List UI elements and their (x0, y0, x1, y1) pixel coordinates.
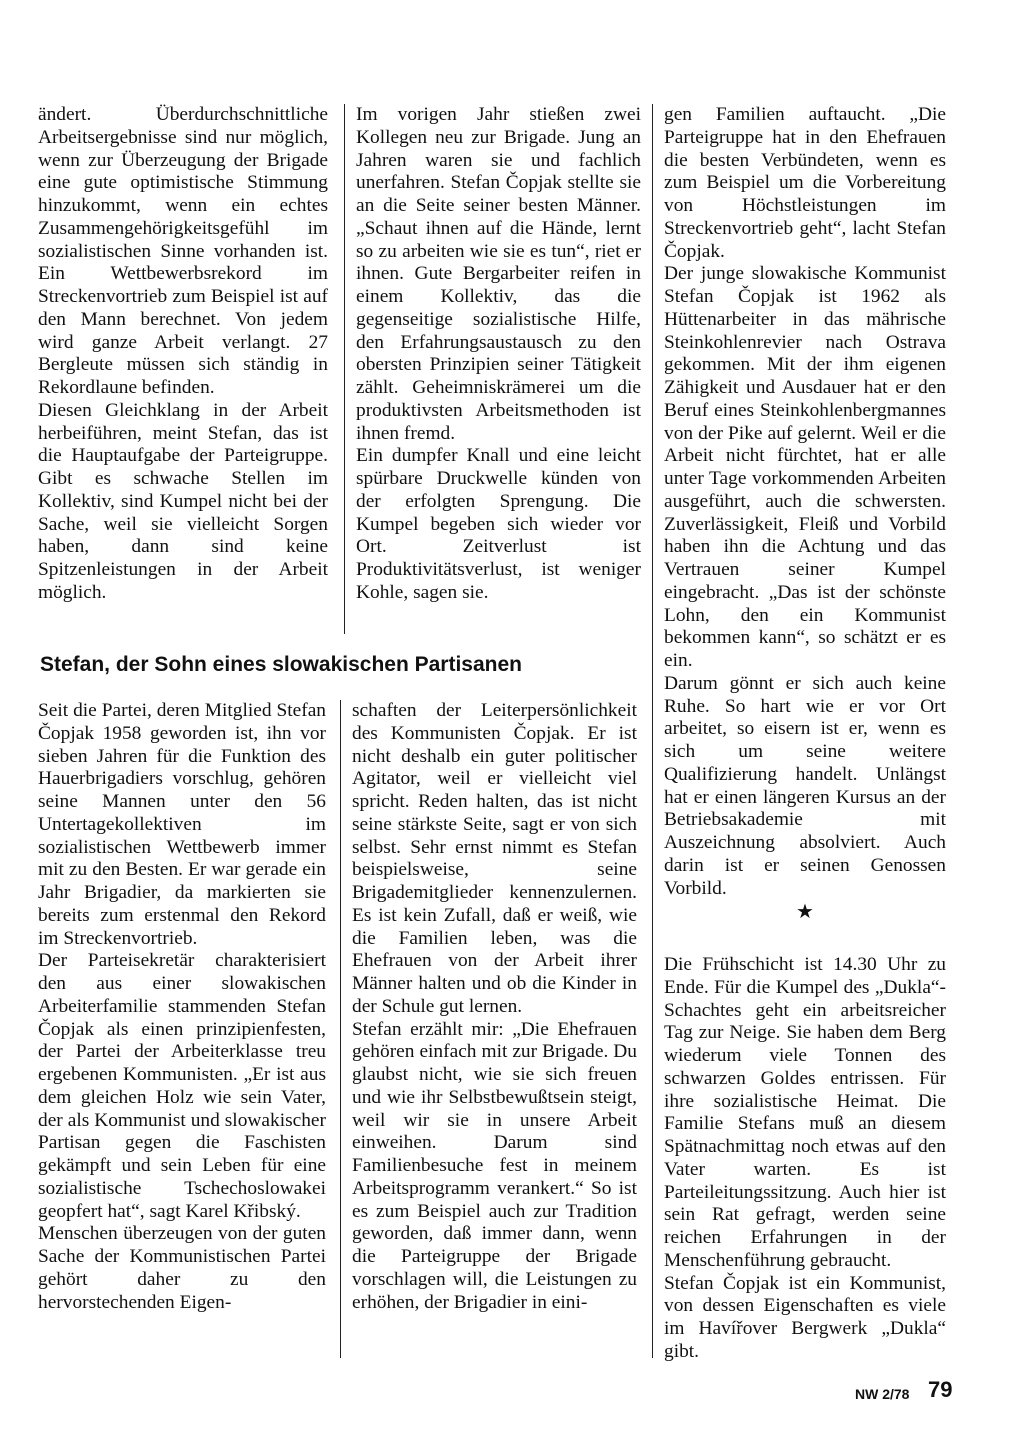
paragraph: Die Frühschicht ist 14.30 Uhr zu Ende. Für die Kumpel des „Dukla“-Schachtes geht ein arbeitsreicher Tag zur Neige. Sie haben dem Berg wiederum viele Tonnen des schwarzen Goldes entrissen. Für ihre sozialistische Heimat. Die Familie Stefans muß an diesem Spätnachmittag noch etwas auf den Vater warten. Es ist Parteileitungssitzung. Auch hier ist sein Rat gefragt, werden seine reichen Erfahrungen in der Menschenführung gebraucht. (664, 954, 946, 1271)
column-2-top (356, 104, 641, 605)
paragraph: Der junge slowakische Kommunist Stefan Čopjak ist 1962 als Hüttenarbeiter in das mährische Steinkohlenrevier nach Ostrava gekommen. Mit der ihm eigenen Zähigkeit und Ausdauer hat er den Beruf eines Steinkohlenbergmannes von der Pike auf gelernt. Weil er die Arbeit nicht fürchtet, hat er alle unter Tage vorkommenden Arbeiten ausgeführt, auch die schwersten. Zuverlässigkeit, Fleiß und Vorbild haben ihn die Achtung und das Vertrauen seiner Kumpel eingebracht. „Das ist der schönste Lohn, den ein Kommunist bekommen kann“, so schätzt er es ein. (664, 263, 946, 671)
section-heading: Stefan, der Sohn eines slowakischen Partisanen (40, 653, 522, 676)
paragraph: Im vorigen Jahr stießen zwei Kollegen neu zur Brigade. Jung an Jahren waren sie und fachlich unerfahren. Stefan Čopjak stellte sie an die Seite seiner besten Männer. „Schaut ihnen auf die Hände, lernt so zu arbeiten wie sie es tun“, riet er ihnen. Gute Bergarbeiter reifen in einem Kollektiv, das die gegenseitige sozialistische Hilfe, den Erfahrungsaustausch zu den obersten Prinzipien seiner Tätigkeit zählt. Geheimniskrämerei um die produktivsten Arbeitsmethoden ist ihnen fremd. (356, 104, 641, 444)
paragraph: Stefan erzählt mir: „Die Ehefrauen gehören einfach mit zur Brigade. Du glaubst nicht, wie sie sich freuen und wie ihr Selbstbewußtsein steigt, weil wir sie in unsere Arbeit einweihen. Darum sind Familienbesuche fest in meinem Arbeitsprogramm verankert.“ So ist es zum Beispiel auch zur Tradition geworden, daß immer dann, wenn die Parteigruppe der Brigade vorschlagen will, die Leistungen zu erhöhen, der Brigadier in eini- (352, 1018, 637, 1313)
paragraph: Darum gönnt er sich auch keine Ruhe. So hart wie er vor Ort arbeitet, so eisern ist er, wenn es sich um seine weitere Qualifizierung handelt. Unlängst hat er einen längeren Kursus an der Betriebsakademie mit Auszeichnung absolviert. Auch darin ist er seinen Genossen Vorbild. (664, 672, 946, 899)
issue-label: NW 2/78 (855, 1386, 910, 1402)
page-number: 79 (928, 1377, 953, 1402)
column-divider (340, 700, 341, 1358)
column-3-bottom (664, 954, 946, 1364)
star-separator-icon: ★ (796, 899, 814, 923)
paragraph: Menschen überzeugen von der guten Sache der Kommunistischen Partei gehört daher zu den hervorstechenden Eigen- (38, 1223, 326, 1313)
paragraph: ändert. Überdurchschnittliche Arbeitsergebnisse sind nur möglich, wenn zur Überzeugung der Brigade eine gute optimistische Stimmung hinzukommt, wenn ein echtes Zusammengehörigkeitsgefühl im sozialistischen Sinne vorhanden ist. Ein Wettbewerbsrekord im Streckenvortrieb zum Beispiel ist auf den Mann berechnet. Von jedem wird ganze Arbeit verlangt. 27 Bergleute müssen sich ständig in Rekordlaune befinden. (38, 104, 328, 398)
paragraph: Ein dumpfer Knall und eine leicht spürbare Druckwelle künden von der erfolgten Sprengung. Die Kumpel begeben sich wieder vor Ort. Zeitverlust ist Produktivitätsverlust, ist weniger Kohle, sagen sie. (356, 445, 641, 603)
paragraph: Stefan Čopjak ist ein Kommunist, von dessen Eigenschaften es viele im Havířover Bergwerk „Dukla“ gibt. (664, 1272, 946, 1362)
paragraph: Seit die Partei, deren Mitglied Stefan Čopjak 1958 geworden ist, ihn vor sieben Jahren für die Funktion des Hauerbrigadiers vorschlug, gehören seine Mannen unter den 56 Untertagekollektiven im sozialistischen Wettbewerb immer mit zu den Besten. Er war gerade ein Jahr Brigadier, da markierten sie bereits zum erstenmal den Rekord im Streckenvortrieb. (38, 700, 326, 949)
paragraph: gen Familien auftaucht. „Die Parteigruppe hat in den Ehefrauen die besten Verbündeten, wenn es zum Beispiel um die Vorbereitung von Höchstleistungen im Streckenvortrieb geht“, lacht Stefan Čopjak. (664, 104, 946, 262)
column-1-bottom (38, 700, 326, 1314)
paragraph: Diesen Gleichklang in der Arbeit herbeiführen, meint Stefan, das ist die Hauptaufgabe der Parteigruppe. Gibt es schwache Stellen im Kollektiv, sind Kumpel nicht bei der Sache, weil sie vielleicht Sorgen haben, dann sind keine Spitzenleistungen in der Arbeit möglich. (38, 399, 328, 603)
paragraph: schaften der Leiterpersönlichkeit des Kommunisten Čopjak. Er ist nicht deshalb ein guter politischer Agitator, weil er vielleicht viel spricht. Reden halten, das ist nicht seine stärkste Seite, sagt er von sich selbst. Sehr ernst nimmt es Stefan beispielsweise, seine Brigademitglieder kennenzulernen. Es ist kein Zufall, daß er weiß, wie die Familien leben, was die Ehefrauen von der Arbeit ihrer Männer halten und ob die Kinder in der Schule gut lernen. (352, 700, 637, 1017)
column-divider (344, 104, 345, 634)
paragraph: Der Parteisekretär charakterisiert den aus einer slowakischen Arbeiterfamilie stammenden Stefan Čopjak als einen prinzipienfesten, der Partei der Arbeiterklasse treu ergebenen Kommunisten. „Er ist aus dem gleichen Holz wie sein Vater, der als Kommunist und slowakischer Partisan gegen die Faschisten gekämpft und sein Leben für eine sozialistische Tschechoslowakei geopfert hat“, sagt Karel Křibský. (38, 950, 326, 1222)
column-2-bottom (352, 700, 637, 1314)
column-divider (652, 104, 653, 1358)
column-1-top (38, 104, 328, 605)
column-3-top (664, 104, 946, 900)
